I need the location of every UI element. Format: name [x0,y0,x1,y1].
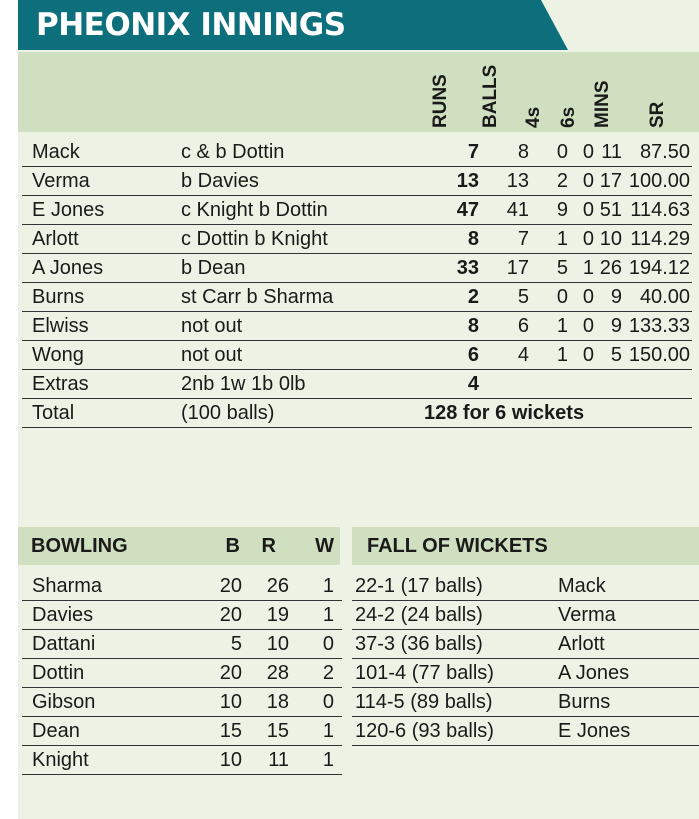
batter-dismissal: c Dottin b Knight [181,228,328,250]
batter-mins: 10 [599,228,622,250]
bowling-header-label: BOWLING [31,535,128,557]
batter-sr: 100.00 [628,170,690,192]
batter-mins: 17 [599,170,622,192]
batter-sr: 114.63 [630,199,690,221]
batter-fours: 1 [556,344,568,366]
bowling-col-w: W [315,535,334,557]
wicket-score: 120-6 (93 balls) [355,720,494,742]
batter-balls: 7 [517,228,529,250]
batter-dismissal: c & b Dottin [181,141,285,163]
batter-runs: 7 [467,141,479,163]
bowling-col-b: B [225,535,240,557]
bowler-name: Dattani [32,633,96,655]
batter-balls: 5 [517,286,529,308]
batter-sr: 133.33 [628,315,690,337]
batter-balls: 8 [517,141,529,163]
batting-row [22,166,692,196]
bowler-balls: 10 [219,691,242,713]
batter-balls: 13 [506,170,529,192]
fall-of-wickets-row [352,716,699,746]
bowler-name: Sharma [32,575,103,597]
batter-runs: 13 [456,170,479,192]
bowler-wickets: 1 [322,720,334,742]
bowling-row [22,716,342,746]
extras-detail: 2nb 1w 1b 0lb [181,373,306,395]
col-head-balls: BALLS [480,64,501,128]
batter-dismissal: c Knight b Dottin [181,199,328,221]
bowler-runs: 19 [266,604,289,626]
wicket-score: 114-5 (89 balls) [355,691,493,713]
batter-fours: 9 [556,199,568,221]
fall-of-wickets-row [352,687,699,717]
bowler-wickets: 0 [322,691,334,713]
batter-runs: 47 [456,199,479,221]
bowler-name: Dean [32,720,80,742]
bowler-runs: 26 [266,575,289,597]
extras-label: Extras [32,373,89,395]
batter-dismissal: st Carr b Sharma [181,286,334,308]
batter-sixes: 0 [582,228,594,250]
bowler-name: Dottin [32,662,85,684]
batting-row [22,195,692,225]
wicket-batter: Mack [558,575,606,597]
batter-name: Arlott [32,228,79,250]
total-score: 128 for 6 wickets [424,402,585,424]
batting-row [22,253,692,283]
fall-of-wickets-header [352,527,699,565]
batter-runs: 2 [467,286,479,308]
batter-mins: 5 [610,344,622,366]
bowling-header [18,527,340,565]
fall-of-wickets-row [352,571,699,601]
batter-sixes: 0 [582,170,594,192]
batter-sr: 40.00 [639,286,690,308]
batting-row [22,340,692,370]
fall-of-wickets-header-label: FALL OF WICKETS [367,535,548,557]
batter-fours: 2 [556,170,568,192]
bowler-name: Gibson [32,691,96,713]
bowler-wickets: 1 [322,575,334,597]
wicket-batter: Arlott [558,633,605,655]
bowler-balls: 20 [219,575,242,597]
batter-name: A Jones [32,257,104,279]
batter-runs: 33 [456,257,479,279]
batting-row [22,311,692,341]
batter-dismissal: not out [181,344,243,366]
batting-row [22,224,692,254]
bowling-row [22,687,342,717]
bowler-runs: 15 [266,720,289,742]
batter-sr: 150.00 [628,344,690,366]
total-detail: (100 balls) [181,402,275,424]
batter-mins: 11 [601,141,622,163]
fall-of-wickets-row [352,600,699,630]
wicket-score: 37-3 (36 balls) [355,633,483,655]
batter-balls: 6 [517,315,529,337]
batter-sixes: 0 [582,286,594,308]
bowler-wickets: 2 [322,662,334,684]
batter-mins: 51 [599,199,622,221]
extras-runs: 4 [467,373,479,395]
batter-runs: 6 [467,344,479,366]
batter-balls: 4 [517,344,529,366]
col-head-sixes: 6s [558,106,579,128]
fall-of-wickets-row [352,658,699,688]
extras-row [22,369,692,399]
batter-sixes: 0 [582,141,594,163]
batter-fours: 1 [556,315,568,337]
col-head-mins: MINS [592,80,613,128]
batter-dismissal: not out [181,315,243,337]
batter-dismissal: b Davies [181,170,259,192]
batter-mins: 9 [610,315,622,337]
col-head-sr: SR [647,101,668,128]
batter-sr: 114.29 [630,228,690,250]
batter-name: E Jones [32,199,105,221]
batter-mins: 9 [610,286,622,308]
batter-fours: 0 [556,286,568,308]
wicket-score: 22-1 (17 balls) [355,575,483,597]
batter-balls: 41 [506,199,529,221]
batting-row [22,282,692,312]
wicket-batter: E Jones [558,720,631,742]
batter-runs: 8 [467,228,479,250]
batter-mins: 26 [599,257,622,279]
bowling-row [22,571,342,601]
bowler-wickets: 0 [322,633,334,655]
wicket-batter: Verma [558,604,616,626]
batter-runs: 8 [467,315,479,337]
innings-title: PHEONIX INNINGS [36,7,346,43]
bowling-row [22,658,342,688]
batting-row [22,137,692,167]
batter-fours: 1 [556,228,568,250]
batter-sixes: 0 [582,315,594,337]
batter-sixes: 0 [582,199,594,221]
bowler-balls: 15 [219,720,242,742]
col-head-fours: 4s [523,106,544,128]
bowling-row [22,600,342,630]
batter-name: Verma [32,170,90,192]
bowler-runs: 28 [266,662,289,684]
batter-fours: 5 [556,257,568,279]
batter-dismissal: b Dean [181,257,246,279]
bowler-name: Davies [32,604,94,626]
bowler-balls: 5 [230,633,242,655]
batter-name: Mack [32,141,80,163]
batter-balls: 17 [506,257,529,279]
batter-sixes: 0 [582,344,594,366]
bowler-balls: 20 [219,604,242,626]
bowler-wickets: 1 [322,749,334,771]
batter-name: Burns [32,286,85,308]
bowler-runs: 18 [266,691,289,713]
fall-of-wickets-row [352,629,699,659]
bowler-wickets: 1 [322,604,334,626]
batter-fours: 0 [556,141,568,163]
batter-sixes: 1 [582,257,594,279]
wicket-batter: A Jones [558,662,630,684]
total-row [22,398,692,428]
batter-name: Elwiss [32,315,89,337]
batter-name: Wong [32,344,84,366]
wicket-score: 101-4 (77 balls) [355,662,494,684]
bowler-balls: 10 [219,749,242,771]
col-head-runs: RUNS [430,74,451,128]
bowler-balls: 20 [219,662,242,684]
batter-sr: 194.12 [628,257,690,279]
wicket-batter: Burns [558,691,611,713]
bowler-runs: 11 [268,749,289,771]
batter-sr: 87.50 [639,141,690,163]
bowling-col-r: R [261,535,276,557]
bowler-name: Knight [32,749,89,771]
bowling-row [22,629,342,659]
total-label: Total [32,402,75,424]
bowling-row [22,745,342,775]
bowler-runs: 10 [266,633,289,655]
wicket-score: 24-2 (24 balls) [355,604,483,626]
